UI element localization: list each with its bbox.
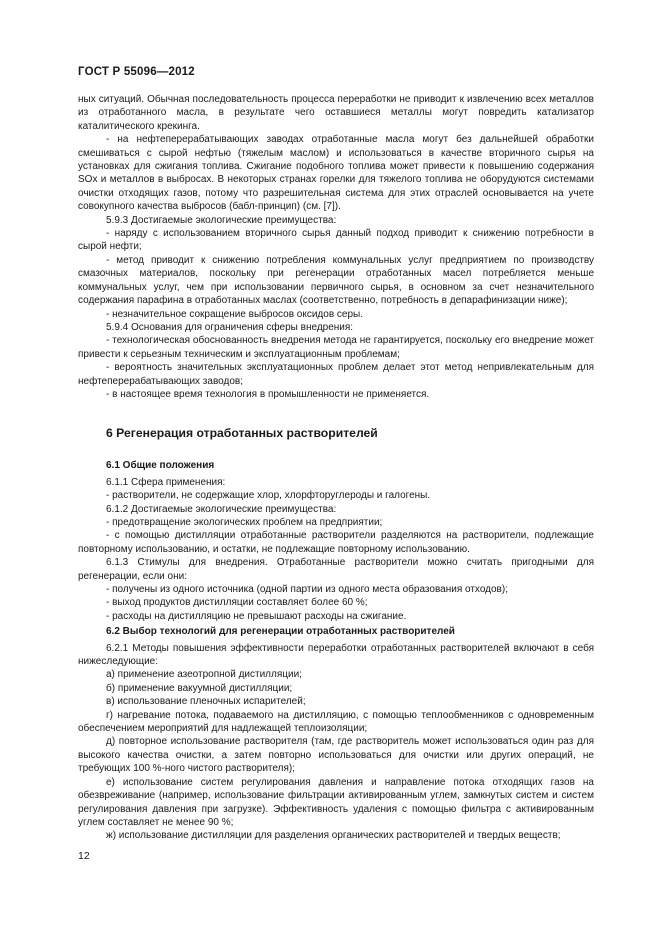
paragraph: 6.1.2 Достигаемые экологические преимущества: bbox=[106, 503, 337, 515]
paragraph: 6.2.1 Методы повышения эффективности переработки отработанных растворителей включают в себя нижеследующие: bbox=[78, 642, 594, 668]
paragraph: - технологическая обоснованность внедрения метода не гарантируется, поскольку его внедрение может привести к серьезным техническим и эксплуатационным проблемам; bbox=[78, 335, 594, 360]
paragraph: - расходы на дистилляцию не превышают расходы на сжигание. bbox=[106, 610, 407, 622]
subsection-heading: 6.2 Выбор технологий для регенерации отработанных растворителей bbox=[106, 626, 455, 638]
paragraph: 5.9.4 Основания для ограничения сферы внедрения: bbox=[106, 321, 354, 333]
paragraph: - предотвращение экологических проблем на предприятии; bbox=[106, 516, 383, 528]
paragraph: а) применение азеотропной дистилляции; bbox=[106, 669, 302, 681]
paragraph: 5.9.3 Достигаемые экологические преимущества: bbox=[106, 214, 337, 226]
section-heading: 6 Регенерация отработанных растворителей bbox=[106, 426, 378, 441]
paragraph: е) использование систем регулирования давления и направление потока отходящих газов на обезвреживание (например, использование фильтрации активированным углем, замкнутых систем и систем регулирования давления при загрузке). Эффективность удаления с помощью фильтра с активированным углем составляет не менее 90 %; bbox=[78, 776, 594, 828]
paragraph: - незначительное сокращение выбросов оксидов серы. bbox=[106, 308, 364, 320]
paragraph: 6.1.1 Сфера применения: bbox=[106, 476, 226, 488]
paragraph: ных ситуаций. Обычная последовательность процесса переработки не приводит к извлечению всех металлов из отработанного масла, в результате чего оставшиеся металлы могут повредить катализатор каталитического крекинга. bbox=[78, 94, 594, 132]
document-header: ГОСТ Р 55096—2012 bbox=[78, 66, 195, 78]
document-body bbox=[78, 93, 594, 843]
paragraph: д) повторное использование растворителя (там, где растворитель может использоваться один раз для высокого качества очистки, а затем повторно использоваться для очистки или других операций, не требующих 100 %-ного чистого растворителя); bbox=[78, 736, 594, 775]
paragraph: г) нагревание потока, подаваемого на дистилляцию, с помощью теплообменников с одновременным обеспечением мероприятий для надлежащей теплоизоляции; bbox=[78, 709, 594, 735]
paragraph: 6.1.3 Стимулы для внедрения. Отработанные растворители можно считать пригодными для регенерации, если они: bbox=[78, 557, 594, 582]
paragraph: - вероятность значительных эксплуатационных проблем делает этот метод непривлекательным для нефтеперерабатывающих заводов; bbox=[78, 362, 594, 387]
paragraph: - на нефтеперерабатывающих заводах отработанные масла могут без дальнейшей обработки смешиваться с сырой нефтью (тяжелым маслом) и использоваться в качестве вторичного сырья на установках для сжигания топлива. Сжигание подобного топлива может привести к повышению содержания SOx и металлов в выбросах. В некоторых странах горелки для тяжелого топлива не оборудуются системами очистки отходящих газов, потому что разрешительная система для этих отраслей основывается на учете совокупного качества выбросов (бабл-принцип) (см. [7]). bbox=[78, 134, 594, 213]
paragraph: - наряду с использованием вторичного сырья данный подход приводит к снижению потребности в сырой нефти; bbox=[78, 228, 594, 253]
paragraph: б) применение вакуумной дистилляции; bbox=[106, 682, 293, 694]
paragraph: - в настоящее время технология в промышленности не применяется. bbox=[106, 388, 430, 400]
paragraph: в) использование пленочных испарителей; bbox=[106, 696, 306, 708]
page-number: 12 bbox=[78, 850, 90, 862]
subsection-heading: 6.1 Общие положения bbox=[106, 460, 215, 472]
paragraph: - с помощью дистилляции отработанные растворители разделяются на растворители, подлежащие повторному использованию, и остатки, не подлежащие повторному использованию. bbox=[78, 530, 594, 555]
paragraph: ж) использование дистилляции для разделения органических растворителей и твердых веществ; bbox=[106, 830, 561, 842]
paragraph: - растворители, не содержащие хлор, хлорфторуглероды и галогены. bbox=[106, 490, 431, 502]
paragraph: - метод приводит к снижению потребления коммунальных услуг предприятием по производству смазочных материалов, поскольку при регенерации отработанных масел потребляется меньше коммунальных услуг, чем при использовании первичного сырья, в основном за счет незначительного содержания парафина в отработанных маслах (соответственно, потребность в депарафинизации ниже); bbox=[78, 254, 594, 307]
paragraph: - получены из одного источника (одной партии из одного места образования отходов); bbox=[106, 584, 508, 595]
paragraph: - выход продуктов дистилляции составляет более 60 %; bbox=[106, 597, 368, 609]
